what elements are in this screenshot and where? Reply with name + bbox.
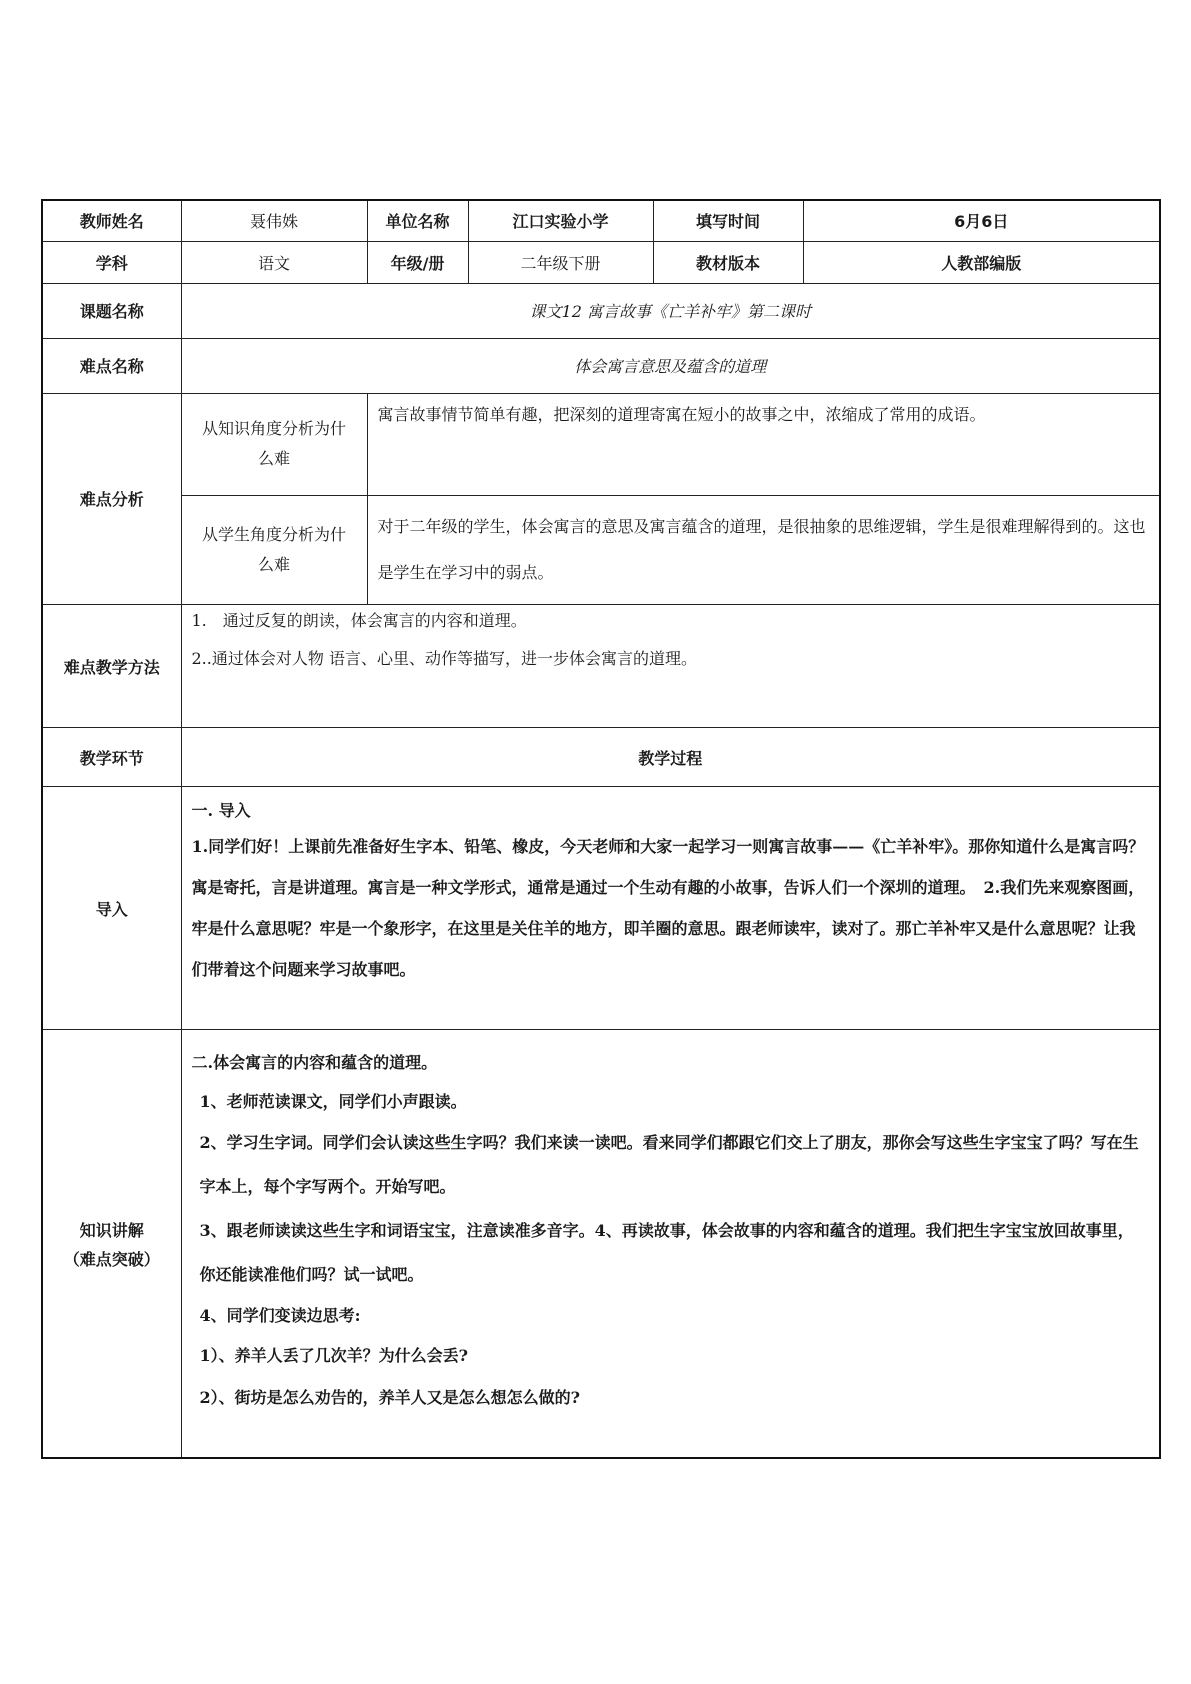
knowledge-heading: 二.体会寓言的内容和蕴含的道理。 [191,1053,438,1073]
method-content [181,605,1160,728]
method-row [42,605,1160,728]
edition-label: 教材版本 [653,241,803,283]
student-angle-label: 从学生角度分析为什么难 [181,495,367,605]
difficulty-value: 体会寓言意思及蕴含的道理 [181,338,1160,393]
grade-label: 年级/册 [367,241,468,283]
analysis-row-student [42,495,1160,605]
knowledge-angle-text [367,393,1160,495]
knowledge-angle-paragraph: 寓言故事情节简单有趣，把深刻的道理寄寓在短小的故事之中，浓缩成了常用的成语。 [377,404,986,424]
knowledge-label-line-2: （难点突破） [63,1249,160,1269]
knowledge-label-line-1: 知识讲解 [79,1220,144,1240]
student-angle-paragraph: 对于二年级的学生，体会寓言的意思及寓言蕴含的道理，是很抽象的思维逻辑，学生是很难理解得到的。这也是学生在学习中的弱点。 [377,516,1146,582]
knowledge-item-3: 3、跟老师读读这些生字和词语宝宝，注意读准多音字。4、再读故事，体会故事的内容和蕴含的道理。我们把生字宝宝放回故事里，你还能读准他们吗？试一试吧。 [199,1221,1134,1285]
knowledge-item-2: 2、学习生字词。同学们会认读这些生字吗？我们来读一读吧。看来同学们都跟它们交上了朋友，那你会写这些生字宝宝了吗？写在生字本上，每个字写两个。开始写吧。 [199,1133,1139,1197]
intro-row [42,787,1160,1030]
process-header: 教学过程 [181,728,1160,787]
intro-text: 1.同学们好！上课前先准备好生字本、铅笔、橡皮，今天老师和大家一起学习一则寓言故事——《亡羊补牢》。那你知道什么是寓言吗？寓是寄托，言是讲道理。寓言是一种文学形式，通常是通过一个生动有趣的小故事，告诉人们一个深圳的道理。 2.我们先来观察图画，牢是什么意思呢？牢是一个象形字，在这里是关住羊的地方，即羊圈的意思。跟老师读牢，读对了。那亡羊补牢又是什么意思呢？让我们带着这个问题来学习故事吧。 [191,837,1145,979]
method-line-2: 2..通过体会对人物 语言、心里、动作等描写，进一步体会寓言的道理。 [191,649,697,669]
student-angle-text [367,495,1160,605]
difficulty-row [42,338,1160,393]
date-label: 填写时间 [653,200,803,241]
knowledge-item-5: 1）、养羊人丢了几次羊？为什么会丢? [199,1346,469,1366]
subject-value: 语文 [181,241,367,283]
edition-value: 人教部编版 [803,241,1160,283]
grade-value: 二年级下册 [468,241,653,283]
intro-heading: 一. 导入 [191,801,251,821]
knowledge-item-1: 1、老师范读课文，同学们小声跟读。 [199,1091,467,1111]
intro-label: 导入 [42,787,181,1030]
intro-content [181,787,1160,1030]
difficulty-label: 难点名称 [42,338,181,393]
header-row-1 [42,200,1160,241]
knowledge-content [181,1030,1160,1458]
unit-value: 江口实验小学 [468,200,653,241]
date-value: 6月6日 [803,200,1160,241]
method-line-1: 1. 通过反复的朗读，体会寓言的内容和道理。 [191,611,527,631]
teacher-value: 聂伟姝 [181,200,367,241]
topic-value: 课文12 寓言故事《亡羊补牢》第二课时 [181,283,1160,338]
knowledge-row [42,1030,1160,1458]
knowledge-label [42,1030,181,1458]
analysis-label: 难点分析 [42,393,181,605]
subject-label: 学科 [42,241,181,283]
method-label: 难点教学方法 [42,605,181,728]
unit-label: 单位名称 [367,200,468,241]
lesson-plan-table [41,199,1161,1459]
analysis-row-knowledge [42,393,1160,495]
header-row-2 [42,241,1160,283]
topic-row [42,283,1160,338]
knowledge-angle-label: 从知识角度分析为什么难 [181,393,367,495]
process-header-row [42,728,1160,787]
knowledge-item-6: 2）、街坊是怎么劝告的，养羊人又是怎么想怎么做的? [199,1388,581,1408]
stage-header: 教学环节 [42,728,181,787]
knowledge-item-4: 4、同学们变读边思考: [199,1306,361,1326]
topic-label: 课题名称 [42,283,181,338]
teacher-label: 教师姓名 [42,200,181,241]
